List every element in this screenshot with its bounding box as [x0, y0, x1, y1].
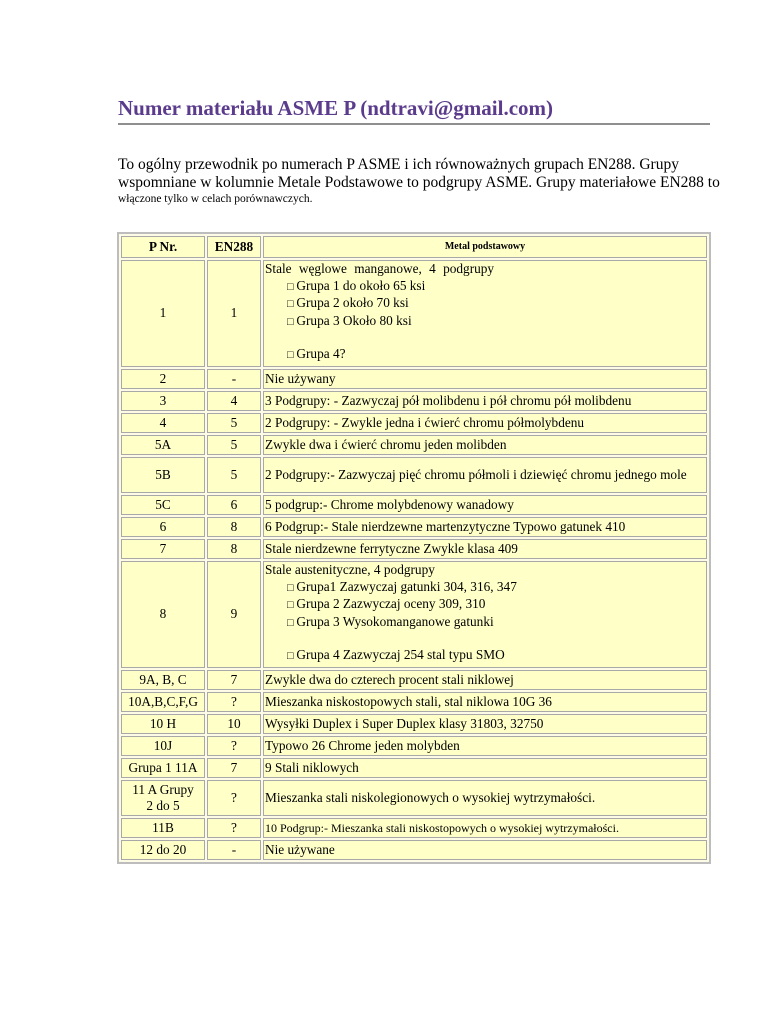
subgroup-item: □ Grupa 2 Zazwyczaj oceny 309, 310: [265, 596, 705, 614]
table-row: [121, 435, 707, 455]
p-number-cell: 10A,B,C,F,G: [121, 692, 205, 712]
p-number-cell: 2: [121, 369, 205, 389]
base-metal-cell: Zwykle dwa do czterech procent stali niklowej: [263, 670, 707, 690]
intro-paragraph: [118, 156, 768, 206]
en288-cell: ?: [207, 692, 261, 712]
subgroup-item: □ Grupa 4?: [265, 346, 705, 364]
base-metal-cell: 9 Stali niklowych: [263, 758, 707, 778]
p-number-line: 2 do 5: [146, 798, 180, 813]
en288-cell: 10: [207, 714, 261, 734]
p-number-cell: 5B: [121, 457, 205, 493]
subgroup-item: □ Grupa 4 Zazwyczaj 254 stal typu SMO: [265, 647, 705, 665]
p-number-cell: 7: [121, 539, 205, 559]
table-row: [121, 457, 707, 493]
table-row: [121, 539, 707, 559]
table-header-row: [121, 236, 707, 258]
table-row: [121, 561, 707, 668]
p-number-cell: 1: [121, 260, 205, 367]
en288-cell: -: [207, 840, 261, 860]
en288-cell: 5: [207, 457, 261, 493]
column-header-p-nr: P Nr.: [121, 236, 205, 258]
p-number-cell: 10 H: [121, 714, 205, 734]
p-number-cell: 9A, B, C: [121, 670, 205, 690]
table-row: [121, 369, 707, 389]
table-row: [121, 413, 707, 433]
base-metal-cell: Mieszanka niskostopowych stali, stal niklowa 10G 36: [263, 692, 707, 712]
p-number-cell: 8: [121, 561, 205, 668]
en288-cell: 5: [207, 435, 261, 455]
p-number-cell: Grupa 1 11A: [121, 758, 205, 778]
base-metal-cell: Zwykle dwa i ćwierć chromu jeden molibden: [263, 435, 707, 455]
title-divider: [118, 123, 710, 125]
en288-cell: 8: [207, 517, 261, 537]
p-number-cell: 6: [121, 517, 205, 537]
table-row: [121, 670, 707, 690]
base-metal-cell: 2 Podgrupy:- Zazwyczaj pięć chromu półmoli i dziewięć chromu jednego mole: [263, 457, 707, 493]
intro-line: włączone tylko w celach porównawczych.: [118, 193, 313, 205]
page-title: Numer materiału ASME P (ndtravi@gmail.com): [118, 96, 554, 120]
en288-cell: 7: [207, 670, 261, 690]
p-number-cell: 12 do 20: [121, 840, 205, 860]
table-row: [121, 391, 707, 411]
base-metal-cell: 6 Podgrup:- Stale nierdzewne martenzytyczne Typowo gatunek 410: [263, 517, 707, 537]
table-row: [121, 736, 707, 756]
base-metal-cell: 10 Podgrup:- Mieszanka stali niskostopowych o wysokiej wytrzymałości.: [263, 818, 707, 838]
p-number-cell: 10J: [121, 736, 205, 756]
base-metal-cell: Mieszanka stali niskolegionowych o wysokiej wytrzymałości.: [263, 780, 707, 816]
subgroup-item: □ Grupa1 Zazwyczaj gatunki 304, 316, 347: [265, 579, 705, 597]
p-number-cell: 4: [121, 413, 205, 433]
base-metal-text: Stale węglowe manganowe, 4 podgrupy: [265, 261, 495, 276]
en288-cell: ?: [207, 818, 261, 838]
base-metal-cell: [263, 561, 707, 668]
table-row: [121, 758, 707, 778]
base-metal-cell: Stale nierdzewne ferrytyczne Zwykle klasa 409: [263, 539, 707, 559]
base-metal-cell: Wysyłki Duplex i Super Duplex klasy 31803, 32750: [263, 714, 707, 734]
subgroup-item: □ Grupa 1 do około 65 ksi: [265, 278, 705, 296]
en288-cell: 4: [207, 391, 261, 411]
p-number-table: [117, 232, 711, 864]
en288-cell: 7: [207, 758, 261, 778]
base-metal-cell: 3 Podgrupy: - Zazwyczaj pół molibdenu i pół chromu pół molibdenu: [263, 391, 707, 411]
column-header-metal: Metal podstawowy: [263, 236, 707, 258]
base-metal-cell: Typowo 26 Chrome jeden molybden: [263, 736, 707, 756]
intro-line: wspomniane w kolumnie Metale Podstawowe to podgrupy ASME. Grupy materiałowe EN288 to: [118, 174, 720, 191]
en288-cell: ?: [207, 736, 261, 756]
table-row: [121, 818, 707, 838]
table-row: [121, 840, 707, 860]
base-metal-cell: 2 Podgrupy: - Zwykle jedna i ćwierć chromu półmolybdenu: [263, 413, 707, 433]
table-row: [121, 517, 707, 537]
subgroup-item: □ Grupa 2 około 70 ksi: [265, 295, 705, 313]
subgroup-item: □ Grupa 3 Około 80 ksi: [265, 313, 705, 331]
p-number-line: 11 A Grupy: [132, 781, 194, 797]
p-number-cell: 11B: [121, 818, 205, 838]
table-row: [121, 692, 707, 712]
table-row: [121, 260, 707, 367]
base-metal-cell: Nie używany: [263, 369, 707, 389]
table-row: [121, 495, 707, 515]
base-metal-cell: 5 podgrup:- Chrome molybdenowy wanadowy: [263, 495, 707, 515]
p-number-cell: 3: [121, 391, 205, 411]
table-row: [121, 780, 707, 816]
p-number-cell: 5C: [121, 495, 205, 515]
base-metal-cell: [263, 260, 707, 367]
p-number-cell: [121, 780, 205, 816]
en288-cell: -: [207, 369, 261, 389]
table-row: [121, 714, 707, 734]
p-number-cell: 5A: [121, 435, 205, 455]
intro-line: To ogólny przewodnik po numerach P ASME i ich równoważnych grupach EN288. Grupy: [118, 156, 679, 173]
en288-cell: ?: [207, 780, 261, 816]
en288-cell: 9: [207, 561, 261, 668]
base-metal-cell: Nie używane: [263, 840, 707, 860]
en288-cell: 5: [207, 413, 261, 433]
en288-cell: 6: [207, 495, 261, 515]
column-header-en288: EN288: [207, 236, 261, 258]
en288-cell: 8: [207, 539, 261, 559]
base-metal-text: Stale austenityczne, 4 podgrupy: [265, 562, 435, 577]
en288-cell: 1: [207, 260, 261, 367]
subgroup-item: □ Grupa 3 Wysokomanganowe gatunki: [265, 614, 705, 632]
